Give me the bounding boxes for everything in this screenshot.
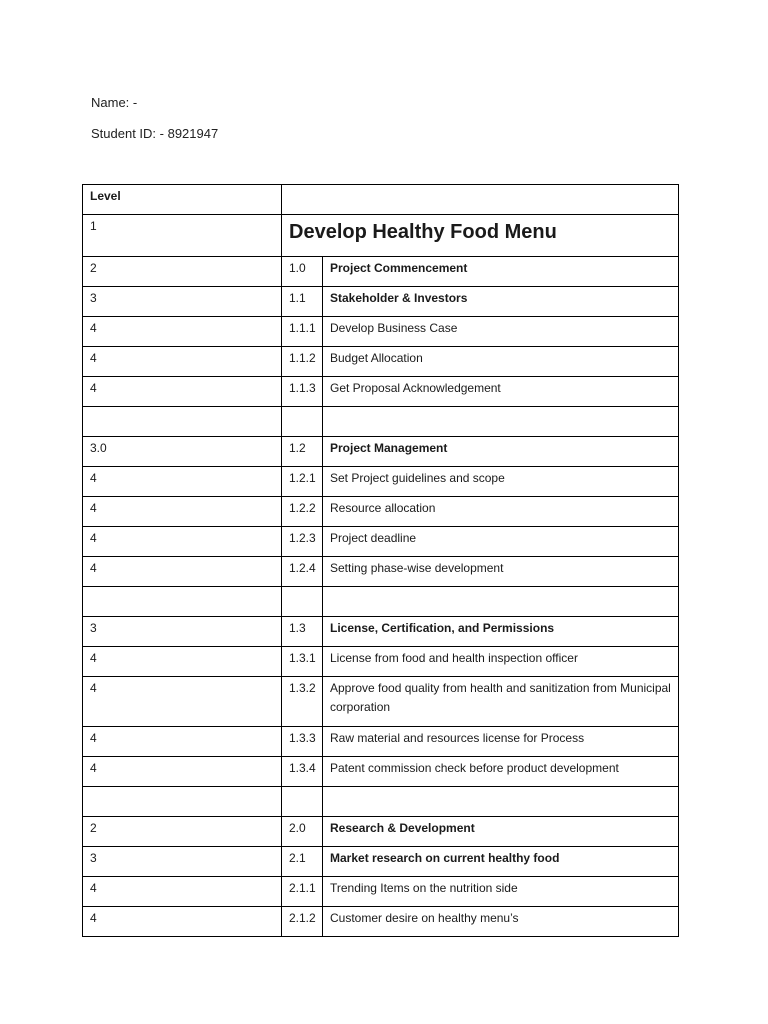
code-cell: 1.2.4 (282, 557, 323, 587)
table-row (83, 557, 679, 587)
table-row (83, 677, 679, 727)
task-cell: Get Proposal Acknowledgement (323, 377, 679, 407)
code-cell: 1.3 (282, 617, 323, 647)
title-cell (282, 215, 679, 257)
task-cell: Stakeholder & Investors (323, 287, 679, 317)
table-row (83, 817, 679, 847)
code-cell: 1.3.3 (282, 727, 323, 757)
level-cell: 4 (83, 647, 282, 677)
task-cell (323, 787, 679, 817)
code-cell: 2.1 (282, 847, 323, 877)
table-row (83, 877, 679, 907)
task-cell: Project deadline (323, 527, 679, 557)
task-cell: Resource allocation (323, 497, 679, 527)
spacer-row (83, 587, 679, 617)
level-cell (83, 587, 282, 617)
student-name-line: Name: - (91, 95, 138, 110)
code-cell: 2.0 (282, 817, 323, 847)
level-cell: 3 (83, 847, 282, 877)
spacer-row (83, 407, 679, 437)
task-cell: Trending Items on the nutrition side (323, 877, 679, 907)
task-cell: Raw material and resources license for Process (323, 727, 679, 757)
task-cell (323, 587, 679, 617)
header-row (83, 185, 679, 215)
level-cell (83, 787, 282, 817)
task-cell: Setting phase-wise development (323, 557, 679, 587)
code-cell: 1.2.3 (282, 527, 323, 557)
level-cell (83, 407, 282, 437)
code-cell: 2.1.2 (282, 907, 323, 937)
code-cell: 2.1.1 (282, 877, 323, 907)
level-cell: 4 (83, 527, 282, 557)
task-cell: Patent commission check before product development (323, 757, 679, 787)
table-row (83, 757, 679, 787)
level-cell: 4 (83, 557, 282, 587)
table-row (83, 647, 679, 677)
table-row (83, 347, 679, 377)
level-header: Level (83, 185, 282, 215)
table-row (83, 437, 679, 467)
level-cell: 4 (83, 467, 282, 497)
table-row (83, 257, 679, 287)
level-cell: 4 (83, 347, 282, 377)
title-level-cell: 1 (83, 215, 282, 257)
task-cell: Project Commencement (323, 257, 679, 287)
code-cell: 1.3.1 (282, 647, 323, 677)
level-cell: 4 (83, 317, 282, 347)
level-cell: 3 (83, 287, 282, 317)
task-cell: License, Certification, and Permissions (323, 617, 679, 647)
code-cell (282, 587, 323, 617)
task-cell (323, 407, 679, 437)
student-id-line: Student ID: - 8921947 (91, 126, 219, 141)
code-cell: 1.2 (282, 437, 323, 467)
level-cell: 3 (83, 617, 282, 647)
level-cell: 2 (83, 817, 282, 847)
level-cell: 3.0 (83, 437, 282, 467)
table-row (83, 727, 679, 757)
wbs-table (82, 184, 679, 937)
task-cell: Set Project guidelines and scope (323, 467, 679, 497)
code-cell: 1.2.2 (282, 497, 323, 527)
table-row (83, 287, 679, 317)
code-cell: 1.1.1 (282, 317, 323, 347)
level-cell: 4 (83, 727, 282, 757)
table-row (83, 527, 679, 557)
code-cell: 1.2.1 (282, 467, 323, 497)
table-row (83, 907, 679, 937)
document-title: Develop Healthy Food Menu (289, 221, 557, 243)
level-cell: 4 (83, 377, 282, 407)
task-cell: Budget Allocation (323, 347, 679, 377)
code-cell: 1.1.3 (282, 377, 323, 407)
code-cell: 1.1 (282, 287, 323, 317)
code-cell: 1.3.2 (282, 677, 323, 727)
table-row (83, 847, 679, 877)
code-cell: 1.1.2 (282, 347, 323, 377)
title-row (83, 215, 679, 257)
task-cell: Approve food quality from health and sanitization from Municipal corporation (323, 677, 679, 727)
code-cell: 1.0 (282, 257, 323, 287)
task-cell: Research & Development (323, 817, 679, 847)
level-cell: 4 (83, 907, 282, 937)
task-cell: Project Management (323, 437, 679, 467)
table-row (83, 377, 679, 407)
level-cell: 2 (83, 257, 282, 287)
level-cell: 4 (83, 877, 282, 907)
spacer-row (83, 787, 679, 817)
level-cell: 4 (83, 757, 282, 787)
task-cell: Develop Business Case (323, 317, 679, 347)
table-row (83, 497, 679, 527)
code-cell (282, 407, 323, 437)
task-cell: Customer desire on healthy menu’s (323, 907, 679, 937)
code-cell: 1.3.4 (282, 757, 323, 787)
header-blank-cell (282, 185, 679, 215)
level-cell: 4 (83, 677, 282, 727)
level-cell: 4 (83, 497, 282, 527)
table-row (83, 317, 679, 347)
table-row (83, 467, 679, 497)
task-cell: License from food and health inspection officer (323, 647, 679, 677)
task-cell: Market research on current healthy food (323, 847, 679, 877)
code-cell (282, 787, 323, 817)
table-row (83, 617, 679, 647)
